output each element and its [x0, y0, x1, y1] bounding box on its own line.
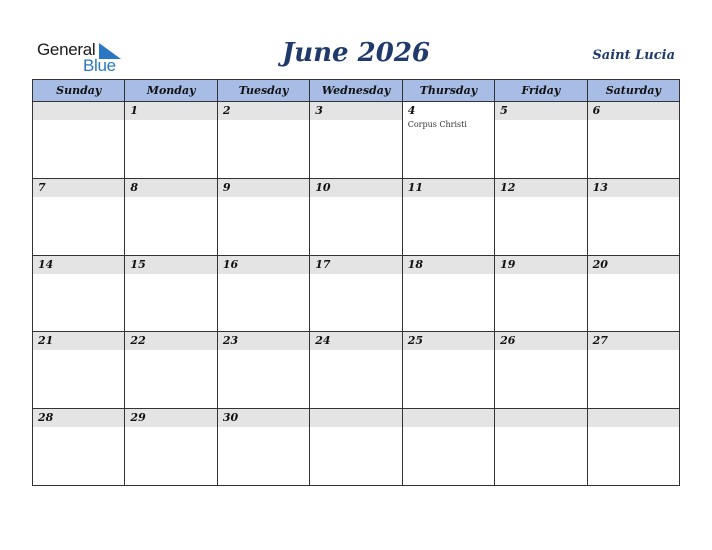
day-cell: [218, 102, 310, 179]
day-cell: [310, 409, 402, 486]
day-number: [310, 409, 401, 427]
day-cell: [588, 332, 680, 409]
day-number: 8: [125, 179, 216, 197]
day-number: 19: [495, 256, 586, 274]
day-cell: [218, 332, 310, 409]
day-cell: [125, 332, 217, 409]
day-cell: [125, 409, 217, 486]
day-number: 18: [403, 256, 494, 274]
day-number: 11: [403, 179, 494, 197]
day-cell: [588, 179, 680, 256]
day-cell: [495, 256, 587, 333]
country-label: Saint Lucia: [592, 48, 675, 63]
day-cell: [310, 332, 402, 409]
day-cell: [403, 179, 495, 256]
day-cell: [495, 102, 587, 179]
day-number: 16: [218, 256, 309, 274]
day-cell: [588, 409, 680, 486]
day-cell: [310, 179, 402, 256]
day-cell: [495, 179, 587, 256]
day-number: 27: [588, 332, 679, 350]
day-cell: [218, 409, 310, 486]
day-number: 29: [125, 409, 216, 427]
day-number: 7: [33, 179, 124, 197]
day-number: [588, 409, 679, 427]
day-cell: [403, 102, 495, 179]
day-number: 28: [33, 409, 124, 427]
weekday-header-monday: Monday: [125, 80, 217, 102]
day-cell: [33, 409, 125, 486]
day-cell: [125, 179, 217, 256]
day-number: 25: [403, 332, 494, 350]
day-cell: [495, 332, 587, 409]
day-number: 17: [310, 256, 401, 274]
day-number: 9: [218, 179, 309, 197]
day-cell: [310, 102, 402, 179]
day-number: 15: [125, 256, 216, 274]
holiday-label: Corpus Christi: [407, 120, 467, 129]
day-number: [495, 409, 586, 427]
day-number: [33, 102, 124, 120]
day-number: 3: [310, 102, 401, 120]
day-number: 2: [218, 102, 309, 120]
day-number: 6: [588, 102, 679, 120]
day-number: 22: [125, 332, 216, 350]
day-cell: [495, 409, 587, 486]
day-cell: [125, 256, 217, 333]
day-number: 30: [218, 409, 309, 427]
day-number: 21: [33, 332, 124, 350]
weekday-header-tuesday: Tuesday: [218, 80, 310, 102]
day-number: 10: [310, 179, 401, 197]
day-number: 20: [588, 256, 679, 274]
day-cell: [403, 256, 495, 333]
day-number: 4: [403, 102, 494, 120]
day-number: 26: [495, 332, 586, 350]
weekday-header-saturday: Saturday: [588, 80, 680, 102]
calendar-grid: [32, 79, 680, 486]
day-number: 14: [33, 256, 124, 274]
day-cell: [403, 332, 495, 409]
day-number: 24: [310, 332, 401, 350]
day-cell: [33, 179, 125, 256]
weekday-header-sunday: Sunday: [33, 80, 125, 102]
day-cell: [33, 256, 125, 333]
weekday-header-friday: Friday: [495, 80, 587, 102]
day-cell: [588, 256, 680, 333]
day-number: 13: [588, 179, 679, 197]
logo-blue-text: Blue: [83, 56, 116, 75]
logo-general-text: General: [37, 40, 96, 59]
day-cell: [310, 256, 402, 333]
day-number: 23: [218, 332, 309, 350]
page-title: June 2026: [281, 38, 431, 68]
day-cell: [218, 256, 310, 333]
weekday-header-wednesday: Wednesday: [310, 80, 402, 102]
day-number: 12: [495, 179, 586, 197]
day-cell: [218, 179, 310, 256]
day-number: 1: [125, 102, 216, 120]
weekday-header-thursday: Thursday: [403, 80, 495, 102]
day-number: 5: [495, 102, 586, 120]
day-cell: [33, 102, 125, 179]
day-cell: [125, 102, 217, 179]
day-cell: [403, 409, 495, 486]
day-cell: [588, 102, 680, 179]
day-cell: [33, 332, 125, 409]
day-number: [403, 409, 494, 427]
